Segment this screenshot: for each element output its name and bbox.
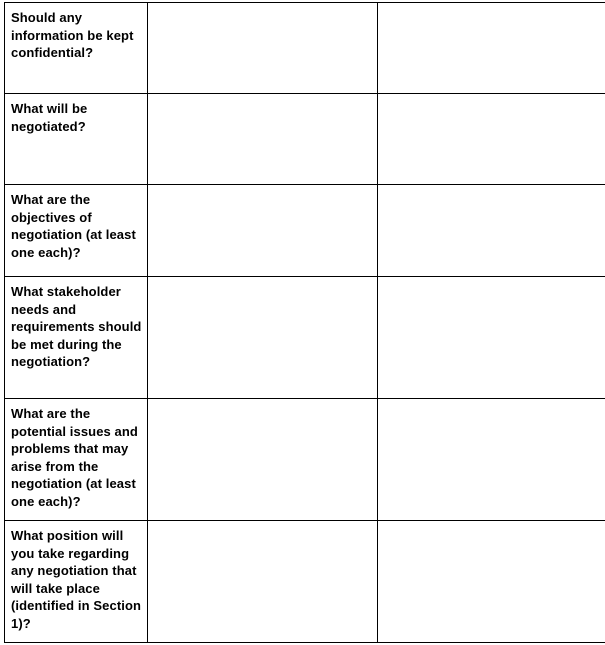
question-cell [5, 399, 148, 521]
table-row [5, 399, 605, 521]
question-label: What position will you take regarding any negotiation that will take place (identified in Section 1)? [11, 528, 142, 631]
question-cell [5, 277, 148, 399]
question-label: What are the objectives of negotiation (at least one each)? [11, 192, 136, 260]
table-row [5, 277, 605, 399]
answer-cell[interactable] [378, 277, 605, 399]
question-label: Should any information be kept confidential? [11, 10, 134, 61]
answer-cell[interactable] [148, 185, 378, 277]
table-row [5, 185, 605, 277]
table-row [5, 3, 605, 94]
question-label: What will be negotiated? [11, 101, 88, 134]
answer-cell[interactable] [148, 3, 378, 94]
answer-cell[interactable] [148, 94, 378, 185]
answer-cell[interactable] [378, 94, 605, 185]
answer-cell[interactable] [148, 521, 378, 643]
negotiation-planning-table [4, 2, 605, 643]
question-cell [5, 94, 148, 185]
question-cell [5, 185, 148, 277]
answer-cell[interactable] [378, 399, 605, 521]
question-cell [5, 521, 148, 643]
table-row [5, 94, 605, 185]
table-row [5, 521, 605, 643]
question-label: What are the potential issues and problems that may arise from the negotiation (at least one each)? [11, 406, 138, 509]
answer-cell[interactable] [148, 399, 378, 521]
answer-cell[interactable] [378, 521, 605, 643]
question-cell [5, 3, 148, 94]
answer-cell[interactable] [378, 3, 605, 94]
answer-cell[interactable] [378, 185, 605, 277]
question-label: What stakeholder needs and requirements should be met during the negotiation? [11, 284, 142, 370]
answer-cell[interactable] [148, 277, 378, 399]
